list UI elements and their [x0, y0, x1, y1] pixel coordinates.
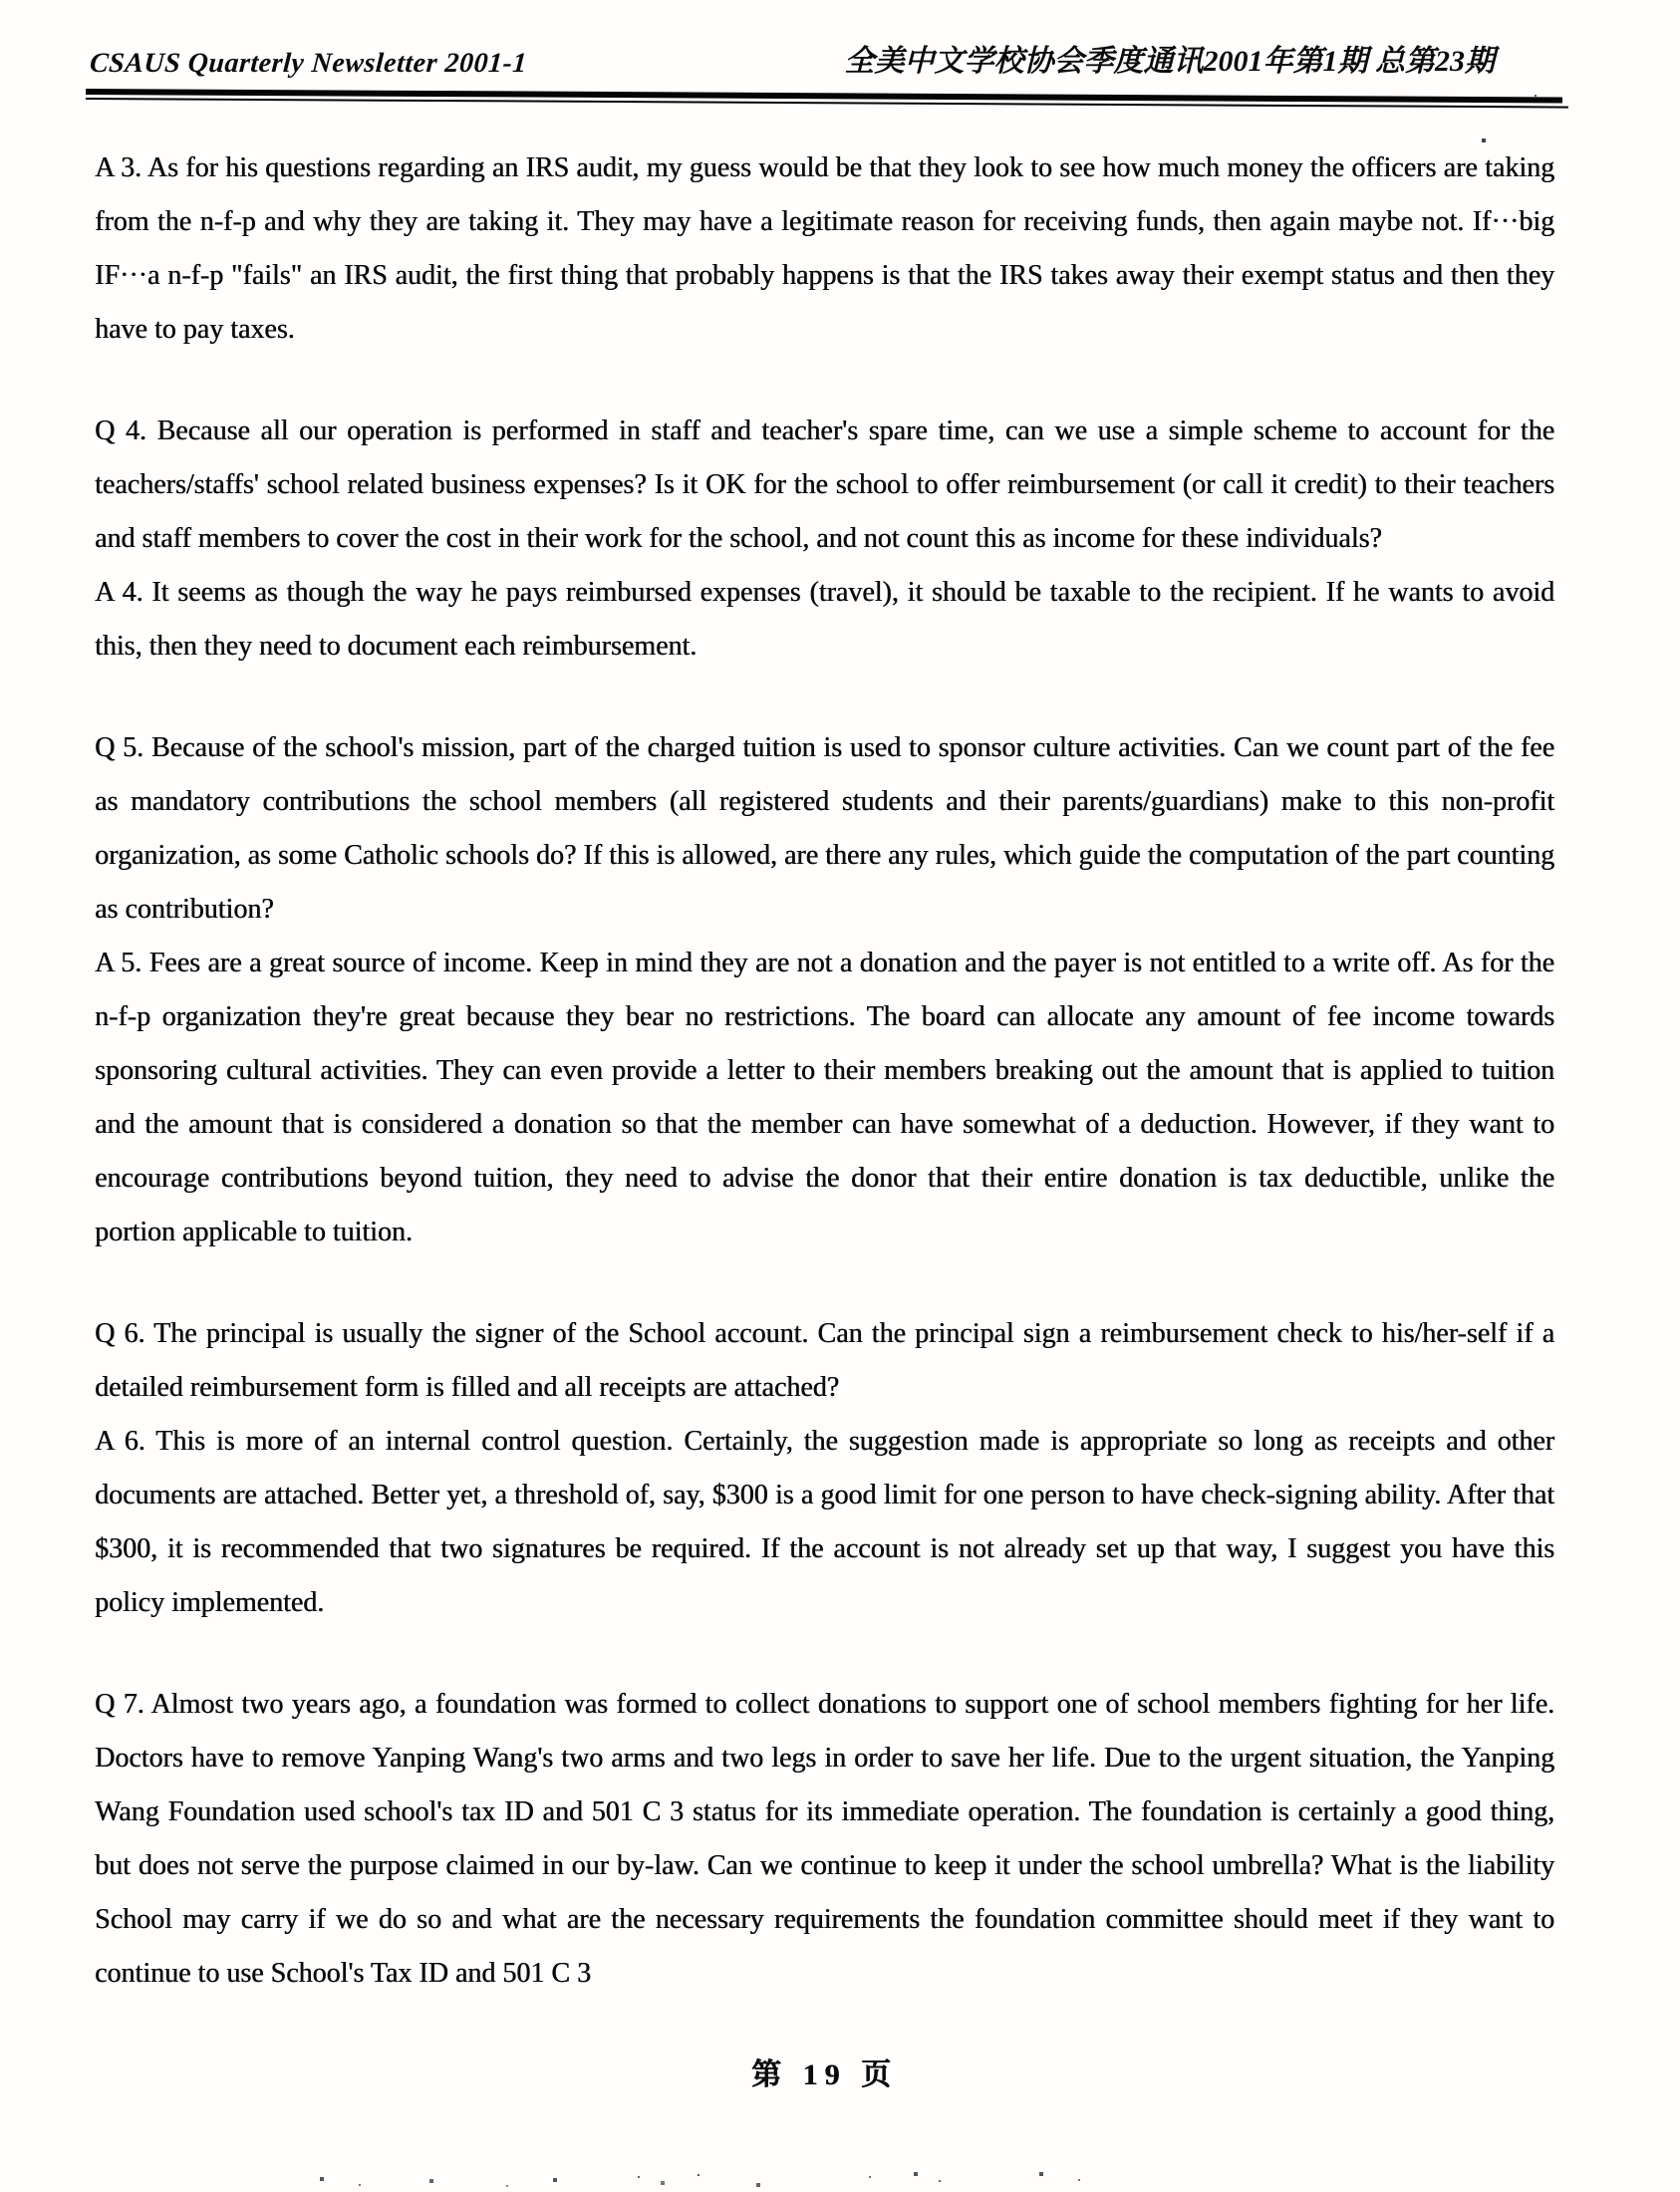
- page-body: [95, 141, 1554, 2102]
- paragraph-question-6: Q 6. The principal is usually the signer of the School account. Can the principal sign a reimbursement check to his/her-self if a detailed reimbursement form is filled and all receipts are attached?: [95, 1318, 1554, 1403]
- paragraph-question-7: Q 7. Almost two years ago, a foundation was formed to collect donations to support one of school members fighting for her life. Doctors have to remove Yanping Wang's two arms and two legs in order to save her life. Due to the urgent situation, the Yanping Wang Foundation used school's tax ID and 501 C 3 status for its immediate operation. The foundation is certainly a good thing, but does not serve the purpose claimed in our by-law. Can we continue to keep it under the school umbrella? What is the liability School may carry if we do so and what are the necessary requirements the foundation committee should meet if they want to continue to use School's Tax ID and 501 C 3: [95, 1689, 1554, 1989]
- header-divider: [86, 89, 1562, 109]
- qa-block-6: [95, 1307, 1554, 1630]
- page-number: 第 19 页: [751, 2058, 898, 2091]
- paragraph-question-4: Q 4. Because all our operation is performed in staff and teacher's spare time, can we use a simple scheme to account for the teachers/staffs' school related business expenses? Is it OK for the school to offer reimbursement (or call it credit) to their teachers and staff members to cover the cost in their work for the school, and not count this as income for these individuals?: [95, 415, 1554, 554]
- qa-block-3: [95, 141, 1554, 357]
- page-footer: [95, 2049, 1554, 2102]
- qa-block-7: [95, 1678, 1554, 2001]
- paragraph-question-5: Q 5. Because of the school's mission, part of the charged tuition is used to sponsor culture activities. Can we count part of the fee as mandatory contributions the school members (all registered students and their parents/guardians) make to this non-profit organization, as some Catholic schools do? If this is allowed, are there any rules, which guide the computation of the part counting as contribution?: [95, 732, 1554, 925]
- newsletter-title-chinese: 全美中文学校协会季度通讯2001年第1期 总第23期: [844, 45, 1495, 78]
- paragraph-answer-6: A 6. This is more of an internal control question. Certainly, the suggestion made is appropriate so long as receipts and other documents are attached. Better yet, a threshold of, say, $300 is a good limit for one person to have check-signing ability. After that $300, it is recommended that two signatures be required. If the account is not already set up that way, I suggest you have this policy implemented.: [95, 1426, 1554, 1618]
- paragraph-answer-5: A 5. Fees are a great source of income. Keep in mind they are not a donation and the payer is not entitled to a write off. As for the n-f-p organization they're great because they bear no restrictions. The board can allocate any amount of fee income towards sponsoring cultural activities. They can even provide a letter to their members breaking out the amount that is applied to tuition and the amount that is considered a donation so that the member can have somewhat of a deduction. However, if they want to encourage contributions beyond tuition, they need to advise the donor that their entire donation is tax deductible, unlike the portion applicable to tuition.: [95, 948, 1554, 1247]
- qa-block-4: [95, 405, 1554, 674]
- page-header: [90, 36, 1495, 80]
- paragraph-answer-3: A 3. As for his questions regarding an IRS audit, my guess would be that they look to see how much money the officers are taking from the n-f-p and why they are taking it. They may have a legitimate reason for receiving funds, then again maybe not. If···big IF···a n-f-p "fails" an IRS audit, the first thing that probably happens is that the IRS takes away their exempt status and then they have to pay taxes.: [95, 152, 1554, 345]
- scan-noise-specks: [0, 0, 2, 2]
- paragraph-answer-4: A 4. It seems as though the way he pays reimbursed expenses (travel), it should be taxable to the recipient. If he wants to avoid this, then they need to document each reimbursement.: [95, 577, 1554, 662]
- qa-block-5: [95, 721, 1554, 1259]
- newsletter-title-english: CSAUS Quarterly Newsletter 2001-1: [88, 48, 528, 79]
